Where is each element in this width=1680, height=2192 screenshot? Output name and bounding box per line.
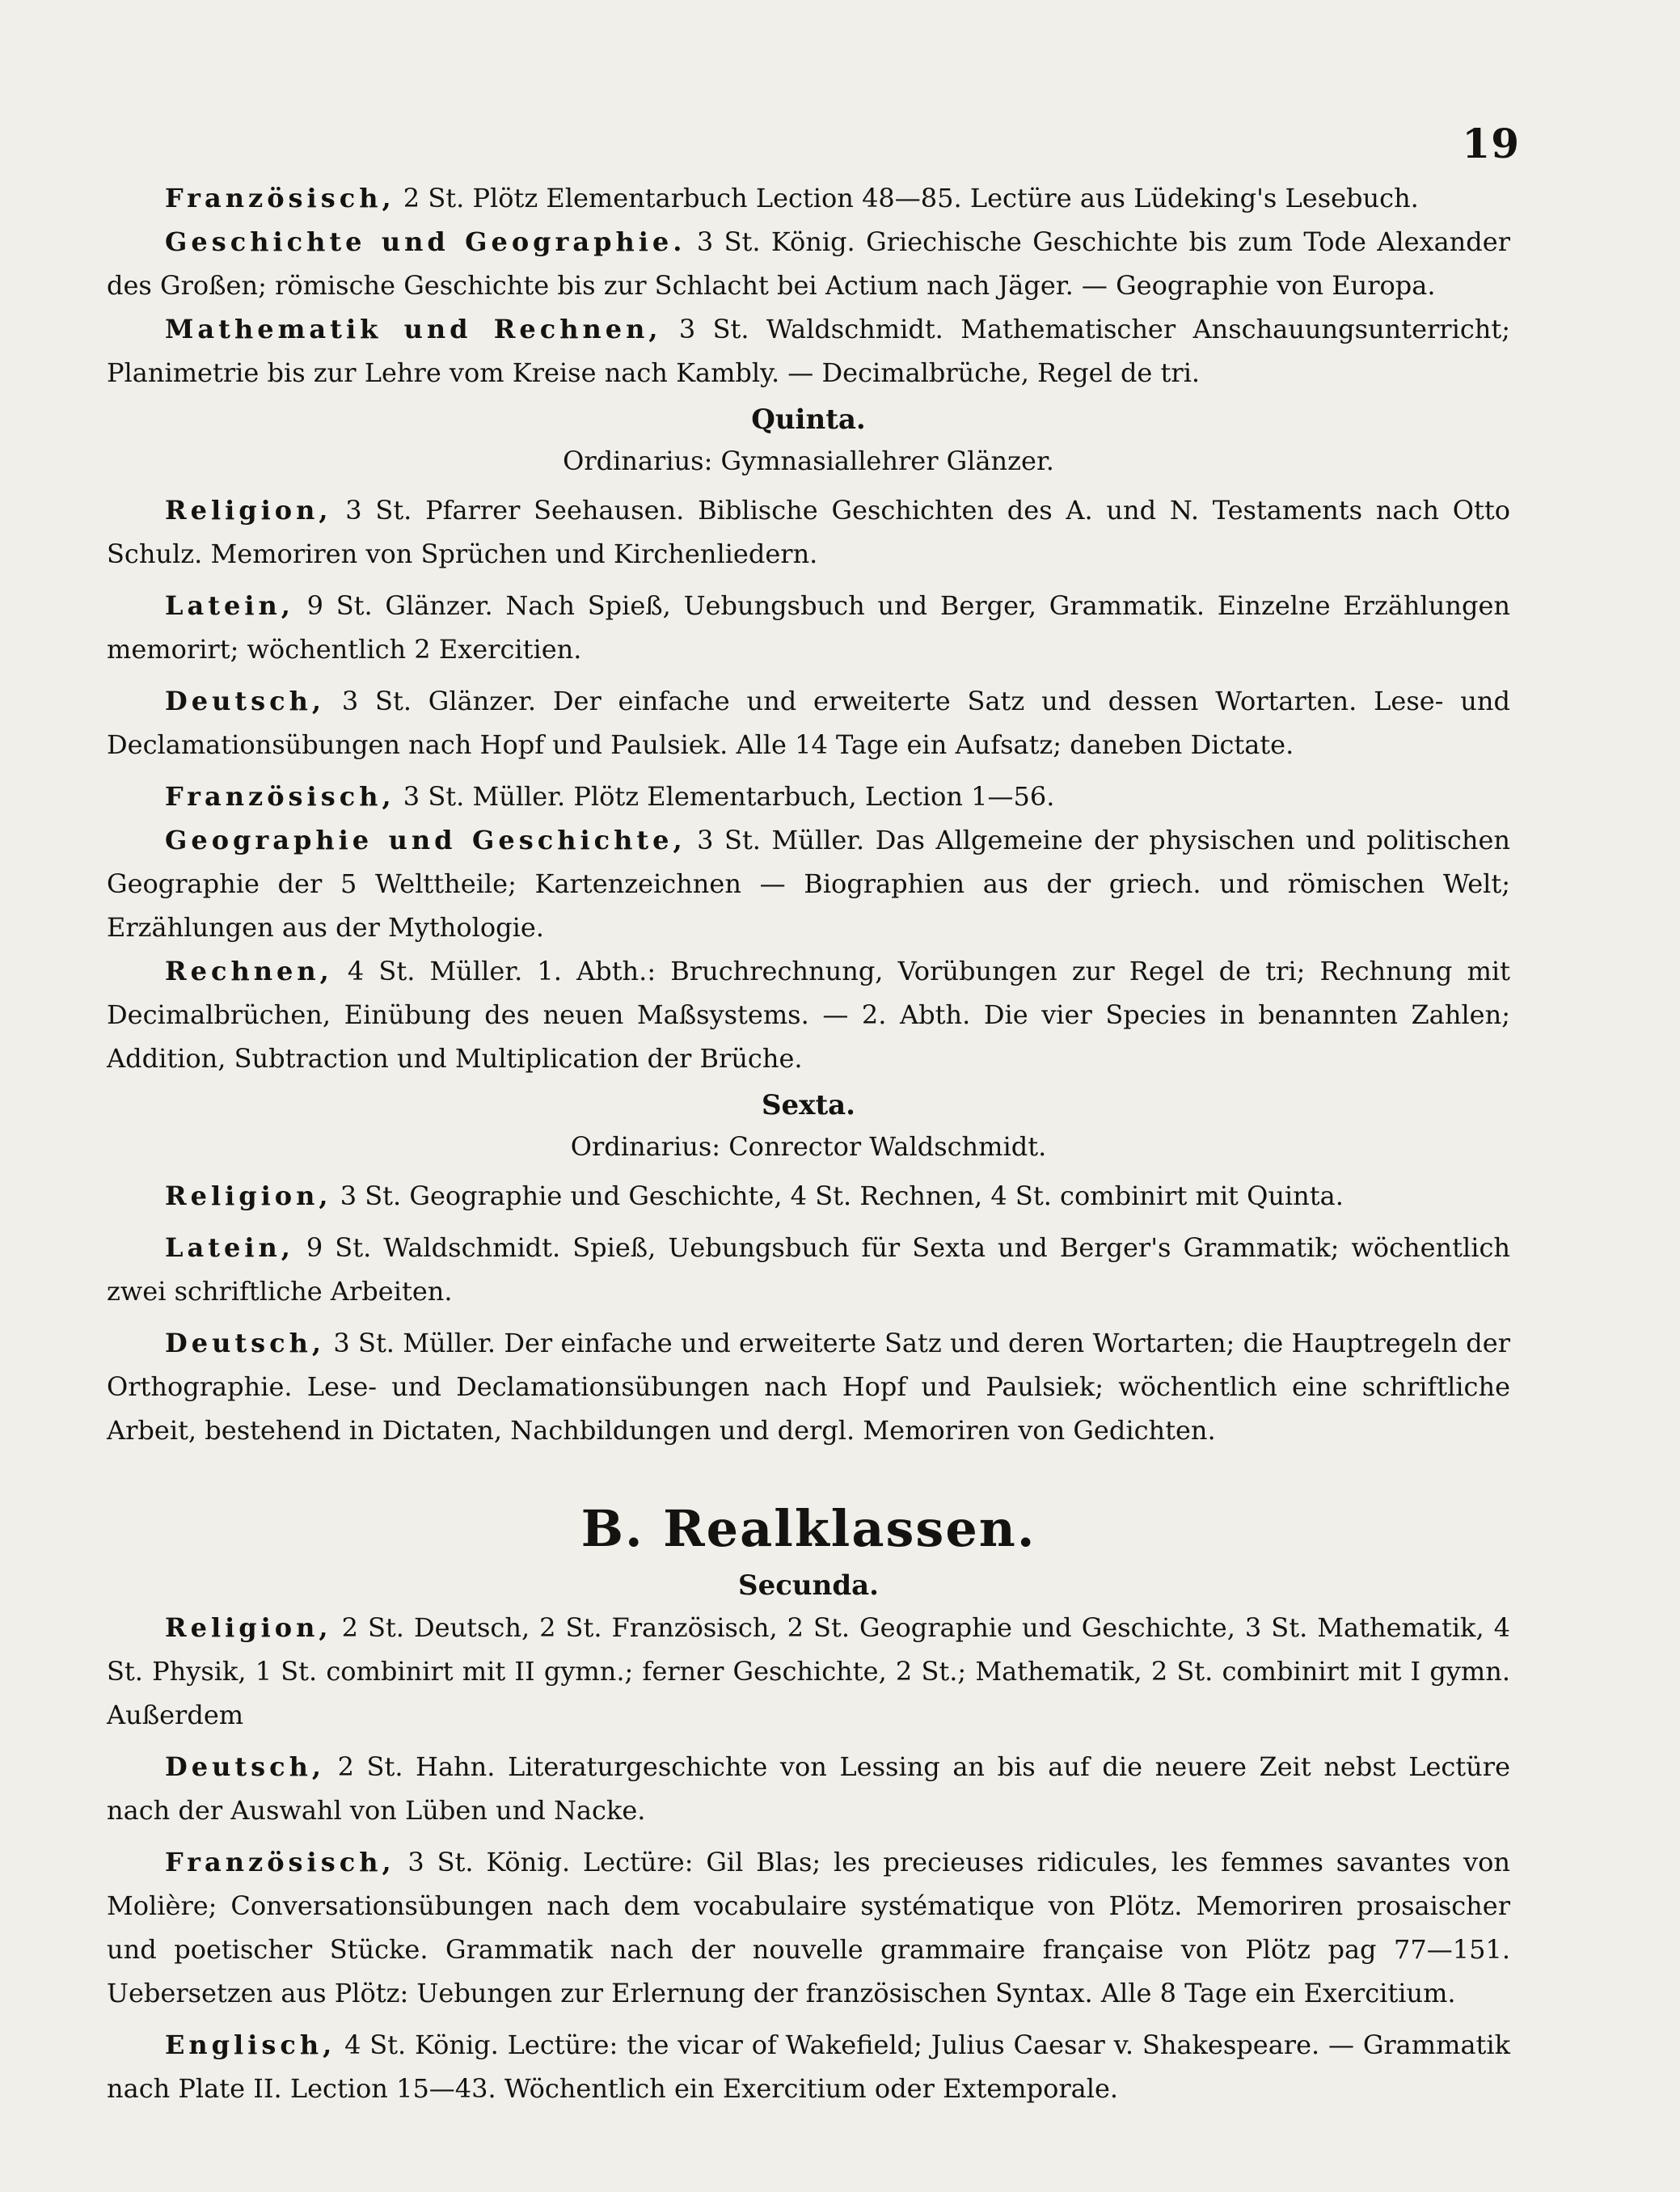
- paragraph-text: 9 St. Glänzer. Nach Spieß, Uebungsbuch und Berger, Grammatik. Einzelne Erzählungen memorirt; wöchentlich 2 Exercitien.: [107, 590, 1510, 665]
- paragraph-latein: [107, 1226, 1510, 1313]
- page-number: 19: [1462, 120, 1520, 167]
- ordinarius-quinta: Ordinarius: Gymnasiallehrer Glänzer.: [563, 446, 1054, 476]
- paragraph-text: 2 St. Hahn. Literaturgeschichte von Lessing an bis auf die neuere Zeit nebst Lectüre nach der Auswahl von Lüben und Nacke.: [107, 1751, 1510, 1826]
- subject-label: Geschichte und Geographie.: [165, 226, 686, 257]
- section-title-quinta: Quinta.: [751, 403, 866, 436]
- paragraph-geographie-geschichte: [107, 818, 1510, 949]
- section-title-secunda: Secunda.: [738, 1569, 879, 1602]
- paragraph-religion: [107, 1174, 1510, 1218]
- subject-label: Englisch,: [165, 2029, 336, 2060]
- paragraph-deutsch: [107, 1321, 1510, 1452]
- subject-label: Deutsch,: [165, 686, 326, 716]
- subject-label: Geographie und Geschichte,: [165, 825, 686, 855]
- subject-label: Religion,: [165, 1180, 332, 1211]
- paragraph-text: 3 St. Müller. Plötz Elementarbuch, Lection 1—56.: [395, 781, 1055, 812]
- paragraph-text: 3 St. Waldschmidt. Mathematischer Anschauungsunterricht; Planimetrie bis zur Lehre vom Kreise nach Kambly. — Decimalbrüche, Regel de tri.: [107, 314, 1511, 388]
- paragraph-text: 4 St. König. Lectüre: the vicar of Wakefield; Julius Caesar v. Shakespeare. — Grammatik nach Plate II. Lection 15—43. Wöchentlich ein Exercitium oder Extemporale.: [107, 2029, 1510, 2104]
- paragraph-text: 3 St. Glänzer. Der einfache und erweiterte Satz und dessen Wortarten. Lese- und Declamationsübungen nach Hopf und Paulsiek. Alle 14 Tage ein Aufsatz; daneben Dictate.: [107, 686, 1510, 760]
- subject-label: Französisch,: [165, 183, 395, 213]
- paragraph-deutsch: [107, 679, 1510, 767]
- paragraph-text: 3 St. Geographie und Geschichte, 4 St. Rechnen, 4 St. combinirt mit Quinta.: [331, 1180, 1344, 1211]
- paragraph-franzoesisch: [107, 176, 1510, 220]
- paragraph-text: 3 St. Müller. Das Allgemeine der physischen und politischen Geographie der 5 Welttheile; Kartenzeichnen — Biographien aus der griech. und römischen Welt; Erzählungen aus der Mythologie.: [107, 825, 1511, 943]
- subject-label: Deutsch,: [165, 1751, 326, 1782]
- subject-label: Religion,: [165, 1612, 332, 1643]
- paragraph-text: 2 St. Deutsch, 2 St. Französisch, 2 St. Geographie und Geschichte, 3 St. Mathematik, 4 St. Physik, 1 St. combinirt mit II gymn.; ferner Geschichte, 2 St.; Mathematik, 2 St. combinirt mit I gymn. Außerdem: [107, 1612, 1510, 1730]
- subject-label: Rechnen,: [165, 956, 333, 986]
- paragraph-text: 3 St. König. Griechische Geschichte bis zum Tode Alexander des Großen; römische Geschichte bis zur Schlacht bei Actium nach Jäger. — Geographie von Europa.: [107, 226, 1510, 301]
- subject-label: Deutsch,: [165, 1328, 326, 1358]
- paragraph-text: 9 St. Waldschmidt. Spieß, Uebungsbuch für Sexta und Berger's Grammatik; wöchentlich zwei schriftliche Arbeiten.: [107, 1232, 1510, 1307]
- paragraph-religion: [107, 1606, 1510, 1737]
- paragraph-franzoesisch: [107, 775, 1510, 818]
- paragraph-mathematik: [107, 307, 1510, 395]
- subject-label: Französisch,: [165, 1847, 395, 1877]
- paragraph-englisch: [107, 2023, 1510, 2110]
- paragraph-text: 3 St. König. Lectüre: Gil Blas; les precieuses ridicules, les femmes savantes von Molière; Conversationsübungen nach dem vocabulaire systématique von Plötz. Memoriren prosaischer und poetischer Stücke. Grammatik nach der nouvelle grammaire française von Plötz pag 77—151. Uebersetzen aus Plötz: Uebungen zur Erlernung der französischen Syntax. Alle 8 Tage ein Exercitium.: [107, 1847, 1510, 2008]
- paragraph-text: 2 St. Plötz Elementarbuch Lection 48—85. Lectüre aus Lüdeking's Lesebuch.: [395, 183, 1419, 213]
- subject-label: Religion,: [165, 495, 332, 526]
- paragraph-text: 4 St. Müller. 1. Abth.: Bruchrechnung, Vorübungen zur Regel de tri; Rechnung mit Decimalbrüchen, Einübung des neuen Maßsystems. — 2. Abth. Die vier Species in benannten Zahlen; Addition, Subtraction und Multiplication der Brüche.: [107, 956, 1510, 1074]
- heading-realklassen: B. Realklassen.: [580, 1499, 1036, 1558]
- paragraph-text: 3 St. Pfarrer Seehausen. Biblische Geschichten des A. und N. Testaments nach Otto Schulz. Memoriren von Sprüchen und Kirchenliedern.: [107, 495, 1510, 569]
- paragraph-deutsch: [107, 1745, 1510, 1832]
- paragraph-rechnen: [107, 949, 1510, 1080]
- section-title-sexta: Sexta.: [761, 1089, 856, 1121]
- subject-label: Latein,: [165, 1232, 294, 1263]
- paragraph-geschichte-geographie: [107, 220, 1510, 307]
- page-content: [107, 176, 1510, 2118]
- ordinarius-sexta: Ordinarius: Conrector Waldschmidt.: [570, 1131, 1047, 1162]
- paragraph-latein: [107, 584, 1510, 671]
- paragraph-franzoesisch: [107, 1840, 1510, 2015]
- subject-label: Latein,: [165, 590, 294, 621]
- subject-label: Mathematik und Rechnen,: [165, 314, 662, 344]
- paragraph-religion: [107, 488, 1510, 576]
- paragraph-text: 3 St. Müller. Der einfache und erweiterte Satz und deren Wortarten; die Hauptregeln der Orthographie. Lese- und Declamationsübungen nach Hopf und Paulsiek; wöchentlich eine schriftliche Arbeit, bestehend in Dictaten, Nachbildungen und dergl. Memoriren von Gedichten.: [107, 1328, 1510, 1446]
- subject-label: Französisch,: [165, 781, 395, 812]
